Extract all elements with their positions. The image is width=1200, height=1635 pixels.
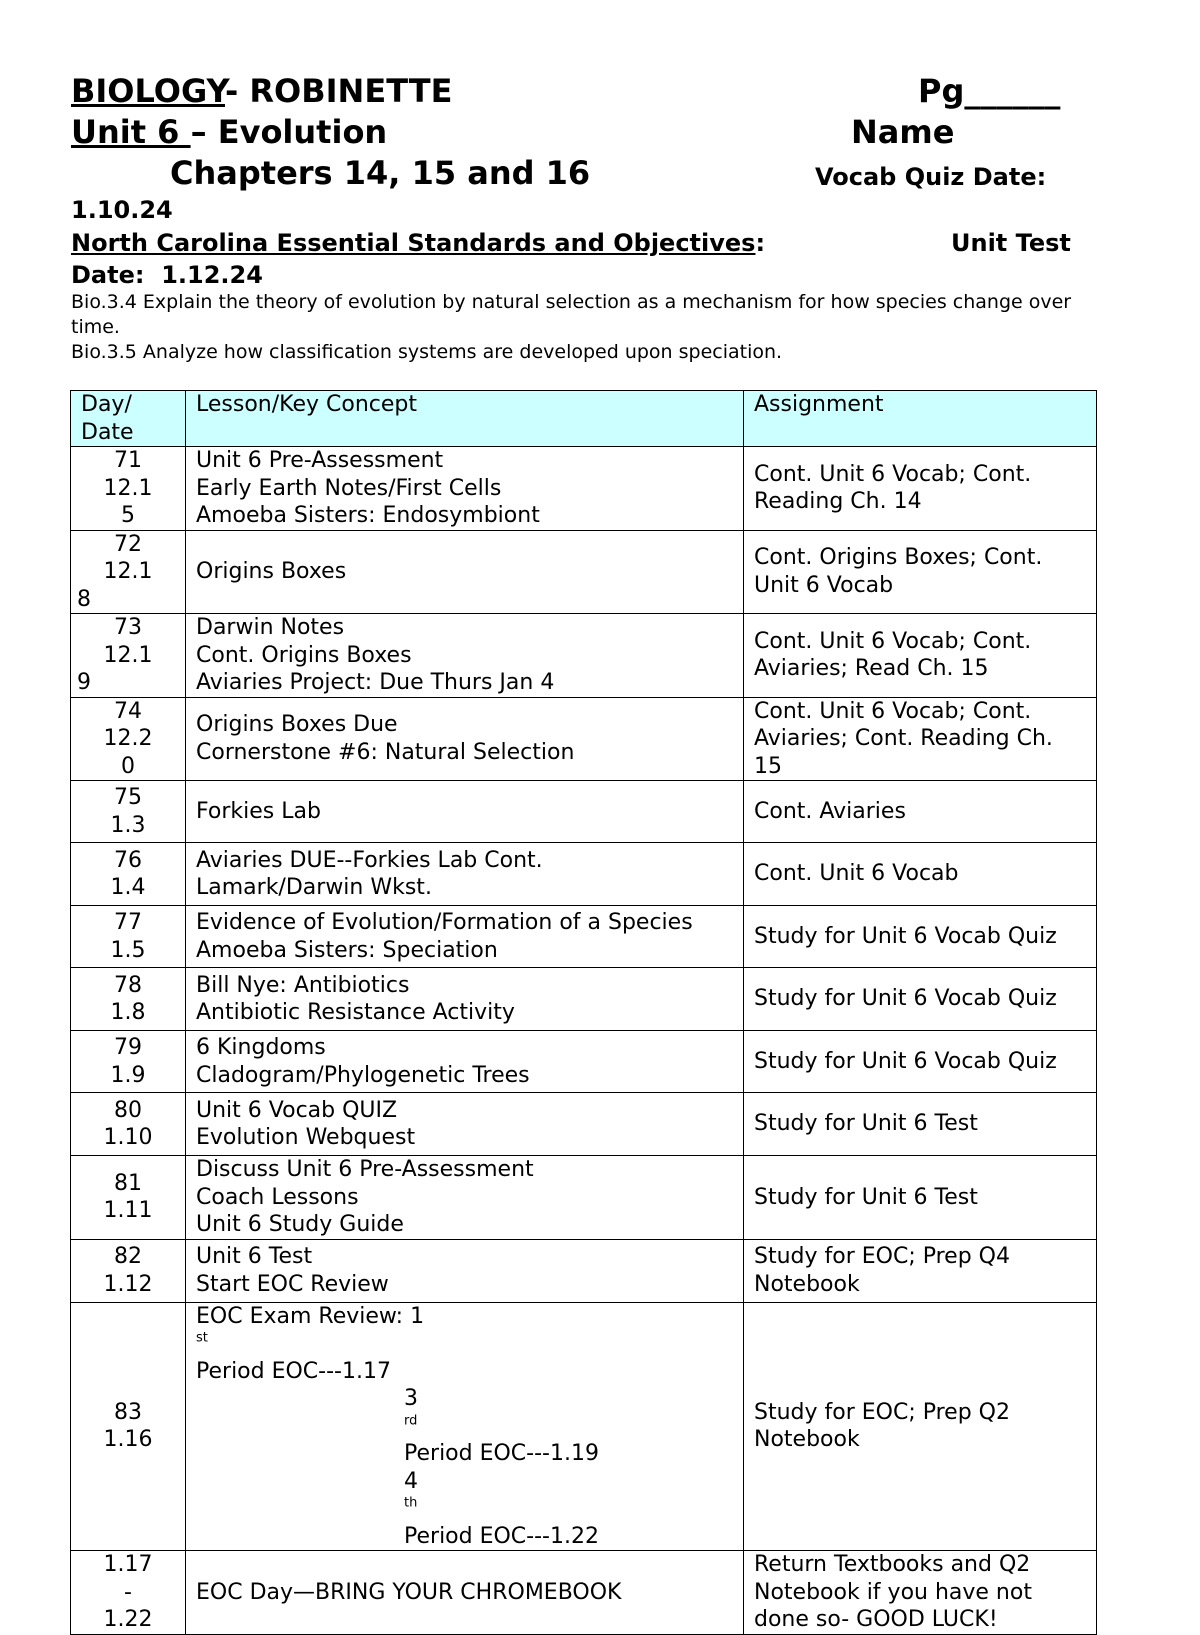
table-row (71, 968, 1097, 1031)
lesson-cell (186, 530, 744, 614)
lesson-line: Unit 6 Test (196, 1244, 313, 1269)
day-date: 12.1 (103, 475, 153, 501)
table-row (71, 614, 1097, 698)
ordinal-suffix: st (196, 1330, 208, 1346)
assignment-cell (744, 781, 1097, 843)
assignment-cell (744, 614, 1097, 698)
assignment-line: Study for Unit 6 Test (754, 1111, 978, 1137)
standards-heading (71, 228, 765, 258)
day-number: 79 (114, 1035, 142, 1060)
day-date: 1.8 (110, 1000, 146, 1025)
assignment-cell (744, 1302, 1097, 1551)
day-date: 1.4 (110, 875, 146, 900)
day-cell (71, 1156, 186, 1240)
eoc-period-number: 4 (404, 1468, 418, 1494)
lesson-cell (186, 781, 744, 843)
day-cell (71, 968, 186, 1031)
lesson-line: Early Earth Notes/First Cells (196, 475, 502, 501)
header-assignment: Assignment (744, 391, 1097, 447)
assignment-line: Reading Ch. 14 (754, 489, 922, 515)
table-row (71, 843, 1097, 906)
day-number: 1.17 (103, 1552, 153, 1577)
day-date: 1.16 (103, 1427, 153, 1453)
standard-bio-3-5: Bio.3.5 Analyze how classification systems are developed upon speciation. (71, 341, 783, 363)
day-date: 12.2 (103, 726, 153, 751)
eoc-period-number: 3 (404, 1386, 418, 1411)
assignment-line: 15 (754, 753, 782, 779)
day-cell (71, 781, 186, 843)
lesson-line: Cornerstone #6: Natural Selection (196, 739, 575, 765)
day-cell (71, 530, 186, 614)
lesson-line: Cont. Origins Boxes (196, 642, 412, 668)
table-row (71, 1156, 1097, 1240)
day-number: 74 (114, 698, 142, 724)
lesson-line: Darwin Notes (196, 615, 345, 640)
assignment-line: Notebook (754, 1271, 860, 1297)
day-date-cont: 0 (121, 753, 135, 779)
table-header-row (71, 391, 1097, 447)
assignment-cell (744, 447, 1097, 531)
lesson-line: Start EOC Review (196, 1271, 389, 1297)
lesson-line: Lamark/Darwin Wkst. (196, 875, 432, 900)
lesson-line: Origins Boxes (196, 559, 347, 584)
lesson-line: Aviaries Project: Due Thurs Jan 4 (196, 670, 555, 695)
standards-title: North Carolina Essential Standards and Objectives (71, 229, 756, 257)
assignment-cell (744, 968, 1097, 1031)
day-number: 71 (114, 448, 142, 473)
assignment-line: Aviaries; Cont. Reading Ch. (754, 726, 1053, 751)
lesson-line: Discuss Unit 6 Pre-Assessment (196, 1157, 534, 1182)
assignment-line: Study for Unit 6 Vocab Quiz (754, 1048, 1057, 1074)
assignment-line: Notebook (754, 1427, 860, 1453)
lesson-line: Amoeba Sisters: Endosymbiont (196, 503, 540, 528)
assignment-line: Study for Unit 6 Test (754, 1184, 978, 1210)
unit-title-line (71, 113, 387, 151)
lesson-line: Amoeba Sisters: Speciation (196, 937, 498, 963)
assignment-cell (744, 843, 1097, 906)
header-day-date: Day/ Date (71, 391, 186, 447)
day-cell (71, 1302, 186, 1551)
eoc-period-date: Period EOC---1.22 (404, 1523, 599, 1549)
vocab-quiz-date: 1.10.24 (71, 196, 173, 224)
course-name: BIOLOGY (71, 72, 225, 110)
eoc-period-date: Period EOC---1.19 (404, 1441, 599, 1466)
eoc-review-line-2 (196, 1385, 733, 1468)
table-row (71, 1093, 1097, 1156)
lesson-line: Bill Nye: Antibiotics (196, 972, 410, 998)
day-cell (71, 447, 186, 531)
lesson-line: Aviaries DUE--Forkies Lab Cont. (196, 847, 543, 873)
lesson-line: Unit 6 Vocab QUIZ (196, 1097, 398, 1123)
assignment-cell (744, 1156, 1097, 1240)
day-cell (71, 697, 186, 781)
lesson-line: Forkies Lab (196, 798, 321, 824)
unit-test-label: Unit Test (951, 229, 1071, 257)
assignment-line: Cont. Aviaries (754, 798, 906, 824)
lesson-line: Evidence of Evolution/Formation of a Species (196, 910, 693, 935)
lesson-line: Unit 6 Study Guide (196, 1212, 404, 1237)
day-date: 1.9 (110, 1062, 146, 1088)
header-lesson: Lesson/Key Concept (186, 391, 744, 447)
lesson-cell (186, 906, 744, 968)
lesson-line: Origins Boxes Due (196, 712, 398, 738)
eoc-review-line-3 (196, 1468, 733, 1551)
table-row (71, 781, 1097, 843)
unit-test-date-label: Date: (71, 261, 145, 289)
lesson-cell (186, 697, 744, 781)
unit-test-date: 1.12.24 (161, 261, 263, 289)
lesson-cell (186, 447, 744, 531)
assignment-cell (744, 530, 1097, 614)
lesson-line: Unit 6 Pre-Assessment (196, 448, 444, 473)
assignment-line: Study for Unit 6 Vocab Quiz (754, 923, 1057, 949)
day-number: 80 (114, 1097, 142, 1123)
table-row (71, 697, 1097, 781)
lesson-cell (186, 843, 744, 906)
eoc-review-line-1 (196, 1303, 733, 1386)
assignment-cell (744, 1093, 1097, 1156)
day-number: 78 (114, 972, 142, 998)
day-cell (71, 906, 186, 968)
lesson-line: Cladogram/Phylogenetic Trees (196, 1062, 530, 1088)
lesson-cell (186, 1551, 744, 1635)
schedule-table (70, 390, 1097, 1635)
day-date: 1.10 (103, 1125, 153, 1150)
lesson-cell (186, 1031, 744, 1093)
assignment-cell (744, 1031, 1097, 1093)
standards-colon: : (755, 229, 766, 257)
assignment-line: Notebook if you have not (754, 1579, 1032, 1605)
assignment-line: Cont. Unit 6 Vocab; Cont. (754, 461, 1032, 487)
assignment-line: Unit 6 Vocab (754, 572, 894, 598)
day-cell (71, 1239, 186, 1302)
assignment-line: Cont. Unit 6 Vocab; Cont. (754, 698, 1032, 724)
ordinal-suffix: rd (404, 1413, 418, 1429)
assignment-line: Cont. Origins Boxes; Cont. (754, 545, 1043, 571)
assignment-cell (744, 697, 1097, 781)
day-cell (71, 1551, 186, 1635)
table-row (71, 1031, 1097, 1093)
day-date: 1.12 (103, 1271, 153, 1297)
table-row (71, 1551, 1097, 1635)
lesson-line: Evolution Webquest (196, 1125, 416, 1150)
eoc-period-date: Period EOC---1.17 (196, 1358, 391, 1384)
day-cell (71, 614, 186, 698)
day-date: 12.1 (103, 559, 153, 584)
day-date-cont: 1.22 (103, 1607, 153, 1632)
unit-topic: – Evolution (190, 113, 388, 151)
page-number-label: Pg______ (918, 72, 1061, 110)
unit-test-date-line (71, 260, 263, 290)
lesson-line: Antibiotic Resistance Activity (196, 1000, 515, 1025)
assignment-cell (744, 1239, 1097, 1302)
day-date-cont: 9 (77, 670, 91, 695)
day-cell (71, 1031, 186, 1093)
vocab-quiz-label: Vocab Quiz Date: (815, 163, 1047, 191)
day-date: - (124, 1579, 132, 1605)
day-number: 73 (114, 615, 142, 640)
chapters-title: Chapters 14, 15 and 16 (170, 154, 591, 192)
day-cell (71, 1093, 186, 1156)
standard-bio-3-4: Bio.3.4 Explain the theory of evolution by natural selection as a mechanism for how species change over time. (71, 291, 1072, 338)
assignment-line: Study for EOC; Prep Q2 (754, 1399, 1010, 1425)
lesson-cell (186, 1302, 744, 1551)
day-date-cont: 8 (77, 586, 91, 612)
day-number: 83 (114, 1399, 142, 1425)
day-date: 1.11 (103, 1198, 153, 1224)
day-number: 72 (114, 531, 142, 557)
day-number: 75 (114, 785, 142, 810)
teacher-name: - ROBINETTE (224, 72, 453, 110)
assignment-cell (744, 906, 1097, 968)
table-row (71, 1302, 1097, 1551)
assignment-line: Cont. Unit 6 Vocab; Cont. (754, 628, 1032, 654)
assignment-line: Cont. Unit 6 Vocab (754, 861, 959, 887)
day-number: 76 (114, 847, 142, 873)
day-date: 1.3 (110, 812, 146, 838)
lesson-cell (186, 1093, 744, 1156)
lesson-line: 6 Kingdoms (196, 1035, 326, 1060)
day-cell (71, 843, 186, 906)
name-label: Name (851, 113, 955, 151)
ordinal-suffix: th (404, 1495, 418, 1511)
lesson-cell (186, 614, 744, 698)
lesson-line: EOC Day—BRING YOUR CHROMEBOOK (196, 1579, 622, 1605)
day-number: 81 (114, 1170, 142, 1196)
lesson-line: Coach Lessons (196, 1184, 359, 1210)
unit-number: Unit 6 (71, 113, 191, 151)
course-title-line (71, 72, 452, 110)
day-number: 82 (114, 1244, 142, 1269)
assignment-line: Study for Unit 6 Vocab Quiz (754, 986, 1057, 1012)
assignment-cell (744, 1551, 1097, 1635)
assignment-line: Return Textbooks and Q2 (754, 1552, 1031, 1577)
table-row (71, 1239, 1097, 1302)
eoc-review-text: EOC Exam Review: 1 (196, 1303, 425, 1329)
table-row (71, 906, 1097, 968)
assignment-line: Aviaries; Read Ch. 15 (754, 656, 989, 682)
day-date: 12.1 (103, 642, 153, 668)
lesson-cell (186, 1156, 744, 1240)
day-date-cont: 5 (121, 503, 135, 528)
lesson-cell (186, 1239, 744, 1302)
assignment-line: done so- GOOD LUCK! (754, 1607, 998, 1632)
table-row (71, 530, 1097, 614)
lesson-cell (186, 968, 744, 1031)
assignment-line: Study for EOC; Prep Q4 (754, 1244, 1010, 1269)
day-number: 77 (114, 910, 142, 935)
table-row (71, 447, 1097, 531)
day-date: 1.5 (110, 937, 146, 963)
